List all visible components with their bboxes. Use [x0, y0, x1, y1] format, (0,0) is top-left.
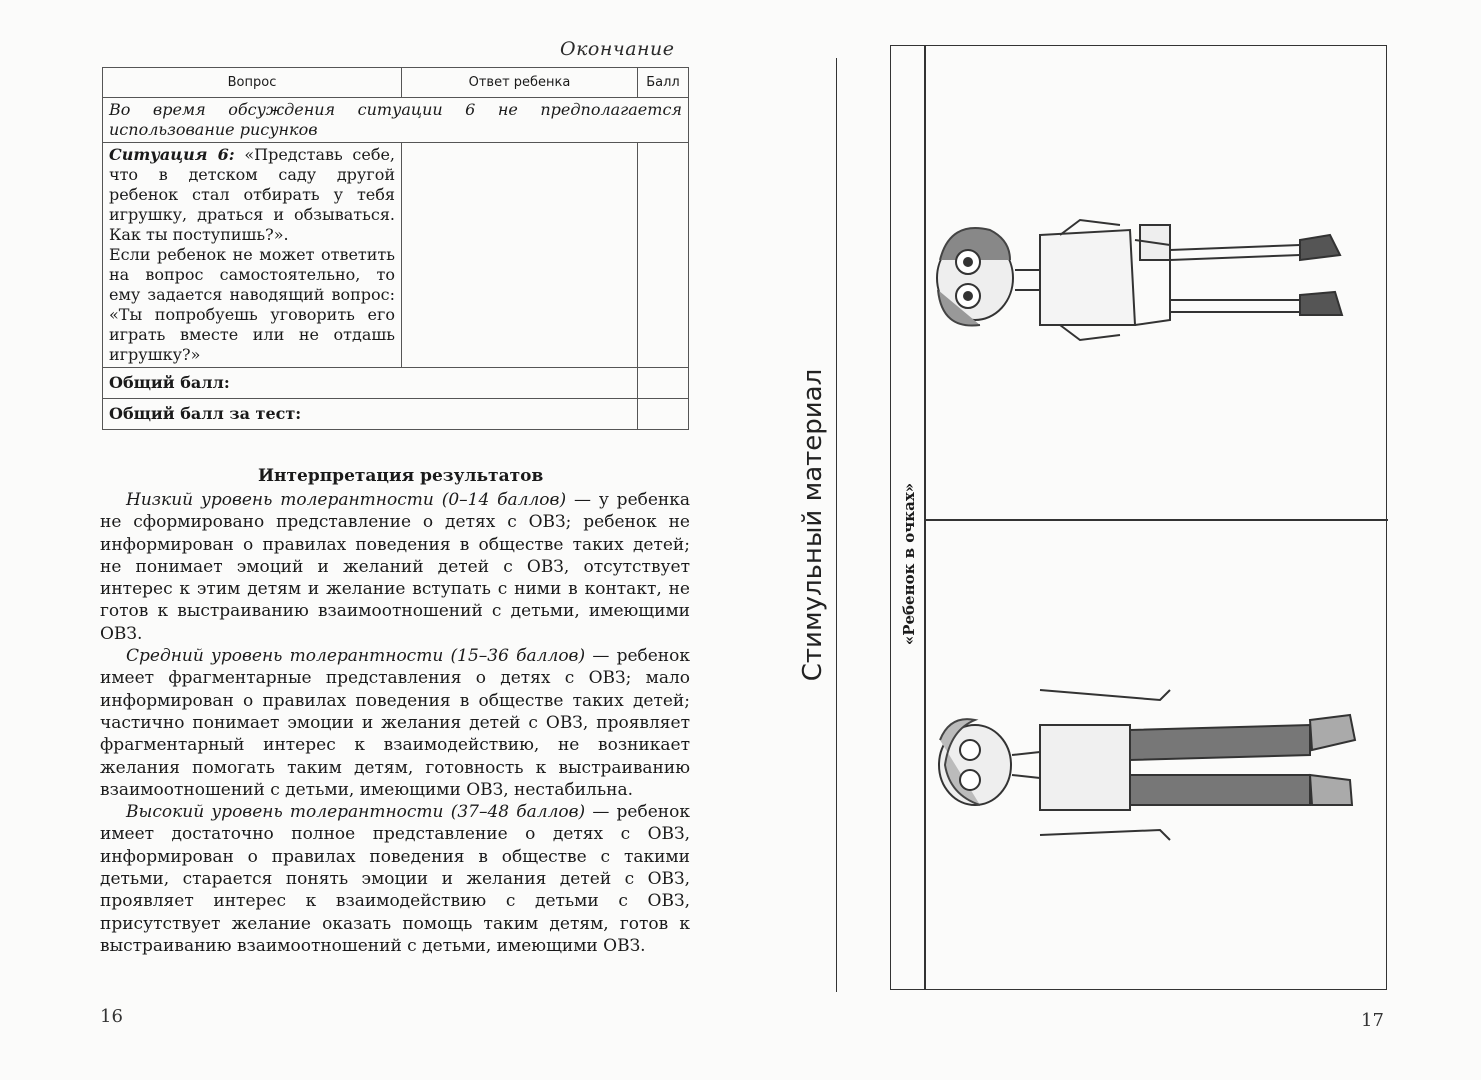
- level-text: — ребенок имеет фрагментарные представления о детях с ОВЗ; мало информирован о правилах поведения в обществе таких детей; частично понимает эмоции и желания детей с ОВЗ, проявляет фрагментарный интерес к взаимодействию, не возникает желания помогать таким детям, готовность к выстраиванию взаимоотношений с детьми, имеющими ОВЗ, нестабильна.: [100, 646, 690, 800]
- test-total-label: Общий балл за тест:: [103, 399, 638, 430]
- situation-cell: [103, 143, 402, 368]
- level-paragraph-high: [100, 801, 690, 957]
- level-range: (0–14 баллов): [441, 490, 567, 510]
- table-row: [103, 98, 689, 143]
- test-total-score-cell: [638, 399, 689, 430]
- level-paragraph-low: [100, 489, 690, 645]
- table-continuation-label: Окончание: [560, 38, 675, 60]
- situation-paragraph: [109, 145, 395, 245]
- page-number-right: 17: [1361, 1010, 1384, 1031]
- panel-divider: [924, 519, 1388, 521]
- interpretation-body: [100, 489, 690, 957]
- header-question: Вопрос: [103, 68, 402, 98]
- level-text: — у ребенка не сформировано представление о детях с ОВЗ; ребенок не информирован о правилах поведения в обществе таких детей; не понимает эмоций и желаний детей с ОВЗ, отсутствует интерес к этим детям и желание вступать с ними в контакт, не готов к выстраиванию взаимоотношений с детьми, имеющими ОВЗ.: [100, 490, 691, 644]
- answer-cell: [402, 143, 638, 368]
- table-header-row: [103, 68, 689, 98]
- header-answer: Ответ ребенка: [402, 68, 638, 98]
- total-label: Общий балл:: [103, 368, 638, 399]
- boy-with-glasses-illustration: [930, 680, 1370, 850]
- girl-with-glasses-illustration: [930, 200, 1360, 360]
- question-table: [102, 67, 689, 430]
- situation-text: «Представь себе, что в детском саду другой ребенок стал отбирать у тебя игрушку, драться и обзываться. Как ты поступишь?».: [109, 145, 396, 244]
- section-divider-line: [836, 58, 837, 992]
- table-row: [103, 399, 689, 430]
- left-page: [0, 0, 740, 1080]
- table-row: [103, 368, 689, 399]
- table-note: Во время обсуждения ситуации 6 не предполагается использование рисунков: [103, 98, 689, 143]
- stimulus-caption: «Ребенок в очках»: [900, 482, 918, 646]
- situation-label: Ситуация 6:: [109, 145, 235, 164]
- score-cell: [638, 143, 689, 368]
- level-label: Высокий уровень толерантности: [126, 802, 444, 823]
- header-score: Балл: [638, 68, 689, 98]
- level-range: (37–48 баллов): [450, 802, 586, 823]
- total-score-cell: [638, 368, 689, 399]
- level-paragraph-medium: [100, 645, 690, 801]
- caption-strip-divider: [924, 46, 926, 989]
- level-label: Средний уровень толерантности: [126, 646, 444, 667]
- followup-text: Если ребенок не может ответить на вопрос самостоятельно, то ему задается наводящий вопрос: «Ты попробуешь уговорить его играть вместе или не отдашь игрушку?»: [109, 245, 395, 364]
- section-title: Стимульный материал: [798, 368, 828, 682]
- table-row: [103, 143, 689, 368]
- level-range: (15–36 баллов): [450, 646, 586, 667]
- interpretation-title: Интерпретация результатов: [258, 466, 544, 486]
- level-label: Низкий уровень толерантности: [126, 490, 434, 510]
- level-text: — ребенок имеет достаточно полное представление о детях с ОВЗ, информирован о правилах поведения в обществе с такими детьми, старается понять эмоции и желания детей с ОВЗ, проявляет интерес к взаимодействию с детьми с ОВЗ, присутствует желание оказать помощь таким детям, готов к выстраиванию взаимоотношений с детьми, имеющими ОВЗ.: [100, 802, 690, 956]
- page-number-left: 16: [100, 1006, 123, 1027]
